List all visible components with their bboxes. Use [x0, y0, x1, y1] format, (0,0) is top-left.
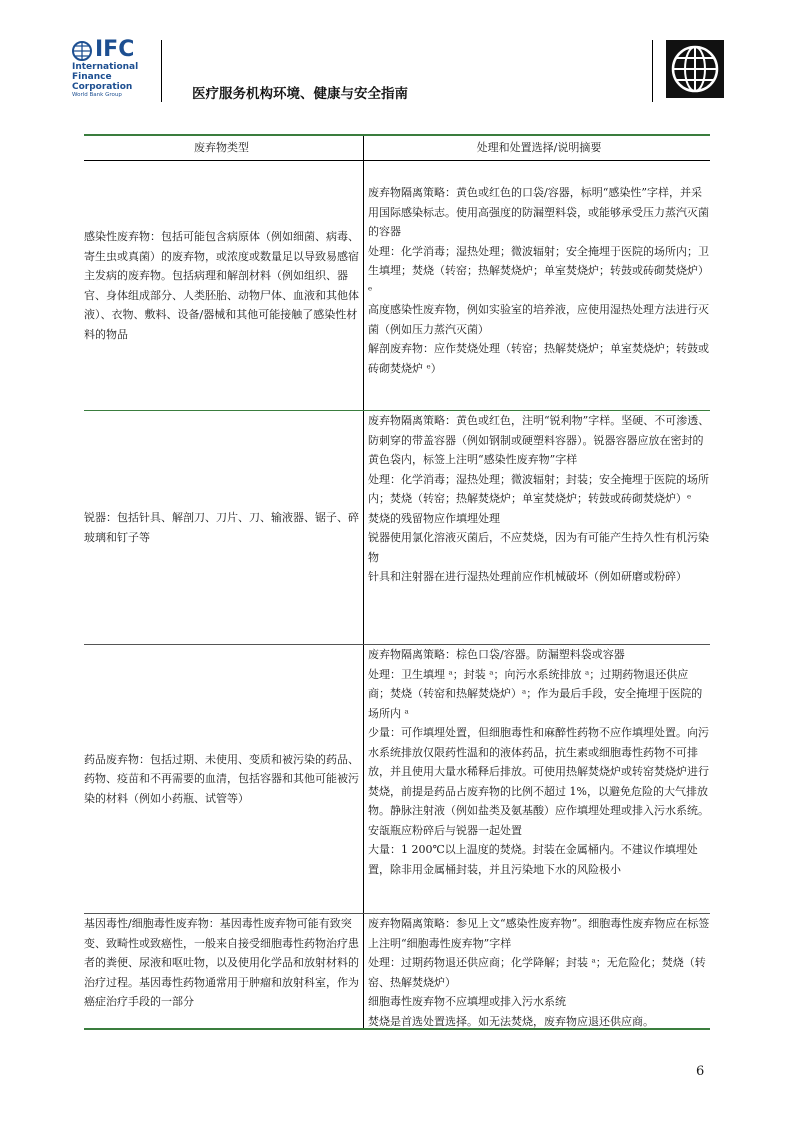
- treatment-paragraph: 针具和注射器在进行湿热处理前应作机械破坏（例如研磨或粉碎）: [368, 570, 687, 583]
- ifc-logo-subline: World Bank Group: [72, 92, 122, 98]
- treatment-paragraph: 锐器使用氯化溶液灭菌后，不应焚烧，因为有可能产生持久性有机污染物: [368, 531, 709, 564]
- column-header-treatment: 处理和处置选择/说明摘要: [363, 136, 710, 160]
- treatment-paragraph: 焚烧是首选处置选择。如无法焚烧，废弃物应退还供应商。: [368, 1014, 654, 1028]
- world-bank-globe-icon: [666, 40, 724, 98]
- treatment-paragraph: 处理：化学消毒；湿热处理；微波辐射；封装；安全掩埋于医院的场所内；焚烧（转窑；热解焚烧炉；单室焚烧炉；转鼓或砖砌焚烧炉）ᵉ: [368, 472, 709, 505]
- page-header: [0, 0, 793, 110]
- ifc-logo: [72, 38, 152, 108]
- treatment-paragraph: 处理：卫生填埋 ᵃ；封装 ᵃ；向污水系统排放 ᵃ；过期药物退还供应商；焚烧（转窑和热解焚烧炉）ᵃ；作为最后手段，安全掩埋于医院的场所内 ᵃ: [368, 667, 703, 720]
- treatment-paragraph: 解剖废弃物：应作焚烧处理（转窑；热解焚烧炉；单室焚烧炉；转鼓或砖砌焚烧炉 ᵉ）: [368, 342, 709, 375]
- treatment-paragraph: 废弃物隔离策略：黄色或红色的口袋/容器，标明“感染性”字样，并采用国际感染标志。使用高强度的防漏塑料袋，或能够承受压力蒸汽灭菌的容器: [368, 186, 709, 238]
- waste-type-cell: [84, 161, 363, 410]
- column-header-waste-type: 废弃物类型: [194, 141, 249, 154]
- treatment-paragraph: 大量：1 200℃以上温度的焚烧。封装在金属桶内。不建议作填埋处置，除非用金属桶封装，并且污染地下水的风险极小: [368, 843, 698, 876]
- treatment-paragraph: 细胞毒性废弃物不应填埋或排入污水系统: [368, 995, 566, 1008]
- treatment-cell: [363, 914, 710, 1028]
- table-row: [84, 410, 710, 644]
- page-number: 6: [696, 1064, 705, 1079]
- treatment-paragraph: 高度感染性废弃物，例如实验室的培养液，应使用湿热处理方法进行灭菌（例如压力蒸汽灭菌）: [368, 303, 709, 336]
- waste-type-text: 药品废弃物：包括过期、未使用、变质和被污染的药品、药物、疫苗和不再需要的血清，包括容器和其他可能被污染的材料（例如小药瓶、试管等）: [84, 752, 359, 805]
- treatment-paragraph: 废弃物隔离策略：黄色或红色，注明“锐利物”字样。坚硬、不可渗透、防刺穿的带盖容器（例如钢制或硬塑料容器）。锐器容器应放在密封的黄色袋内，标签上注明“感染性废弃物”字样: [368, 414, 710, 466]
- treatment-paragraph: 处理：化学消毒；湿热处理；微波辐射；安全掩埋于医院的场所内；卫生填埋；焚烧（转窑；热解焚烧炉；单室焚烧炉；转鼓或砖砌焚烧炉）ᵉ: [368, 244, 709, 297]
- document-title: 医疗服务机构环境、健康与安全指南: [192, 86, 408, 102]
- treatment-cell: [363, 161, 710, 410]
- waste-type-cell: [84, 645, 363, 913]
- treatment-cell: [363, 411, 710, 644]
- table-row: [84, 161, 710, 410]
- header-divider: [652, 40, 653, 102]
- ifc-logo-line: Corporation: [72, 82, 133, 92]
- waste-type-cell: [84, 411, 363, 644]
- ifc-globe-icon: [72, 40, 92, 62]
- treatment-paragraph: 处理：过期药物退还供应商；化学降解；封装 ᵃ；无危险化；焚烧（转窑、热解焚烧炉）: [368, 956, 706, 989]
- waste-type-text: 基因毒性/细胞毒性废弃物：基因毒性废弃物可能有致突变、致畸性或致癌性，一般来自接受细胞毒性药物治疗患者的粪便、尿液和呕吐物，以及使用化学品和放射材料的治疗过程。基因毒性药物通常用于肿瘤和放射科室，作为癌症治疗手段的一部分: [84, 917, 359, 1008]
- waste-treatment-table: [84, 134, 710, 1030]
- table-row: [84, 913, 710, 1028]
- header-divider: [161, 40, 162, 102]
- treatment-paragraph: 废弃物隔离策略：棕色口袋/容器。防漏塑料袋或容器: [368, 648, 625, 661]
- ifc-logo-line: Finance: [72, 72, 112, 82]
- ifc-logo-line: International: [72, 62, 139, 72]
- table-header-row: [84, 136, 710, 161]
- treatment-paragraph: 焚烧的残留物应作填埋处理: [368, 511, 500, 525]
- table-row: [84, 644, 710, 913]
- treatment-paragraph: 废弃物隔离策略：参见上文“感染性废弃物”。细胞毒性废弃物应在标签上注明“细胞毒性废弃物”字样: [368, 917, 710, 950]
- waste-type-cell: [84, 914, 363, 1028]
- waste-type-text: 感染性废弃物：包括可能包含病原体（例如细菌、病毒、寄生虫或真菌）的废弃物，或浓度或数量足以导致易感宿主发病的废弃物。包括病理和解剖材料（例如组织、器官、身体组成部分、人类胚胎、动物尸体、血液和其他体液）、衣物、敷料、设备/器械和其他可能接触了感染性材料的物品: [84, 230, 359, 341]
- ifc-logo-text: IFC: [95, 37, 135, 62]
- treatment-cell: [363, 645, 710, 913]
- treatment-paragraph: 少量：可作填埋处置，但细胞毒性和麻醉性药物不应作填埋处置。向污水系统排放仅限药性温和的液体药品，抗生素或细胞毒性药物不可排放，并且使用大量水稀释后排放。可使用热解焚烧炉或转窑焚烧炉进行焚烧，前提是药品占废弃物的比例不超过 1%，以避免危险的大气排放物。静脉注射液（例如盐类及氨基酸）应作填埋处理或排入污水系统。安瓿瓶应粉碎后与锐器一起处置: [368, 726, 709, 837]
- waste-type-text: 锐器：包括针具、解剖刀、刀片、刀、输液器、锯子、碎玻璃和钉子等: [84, 511, 359, 544]
